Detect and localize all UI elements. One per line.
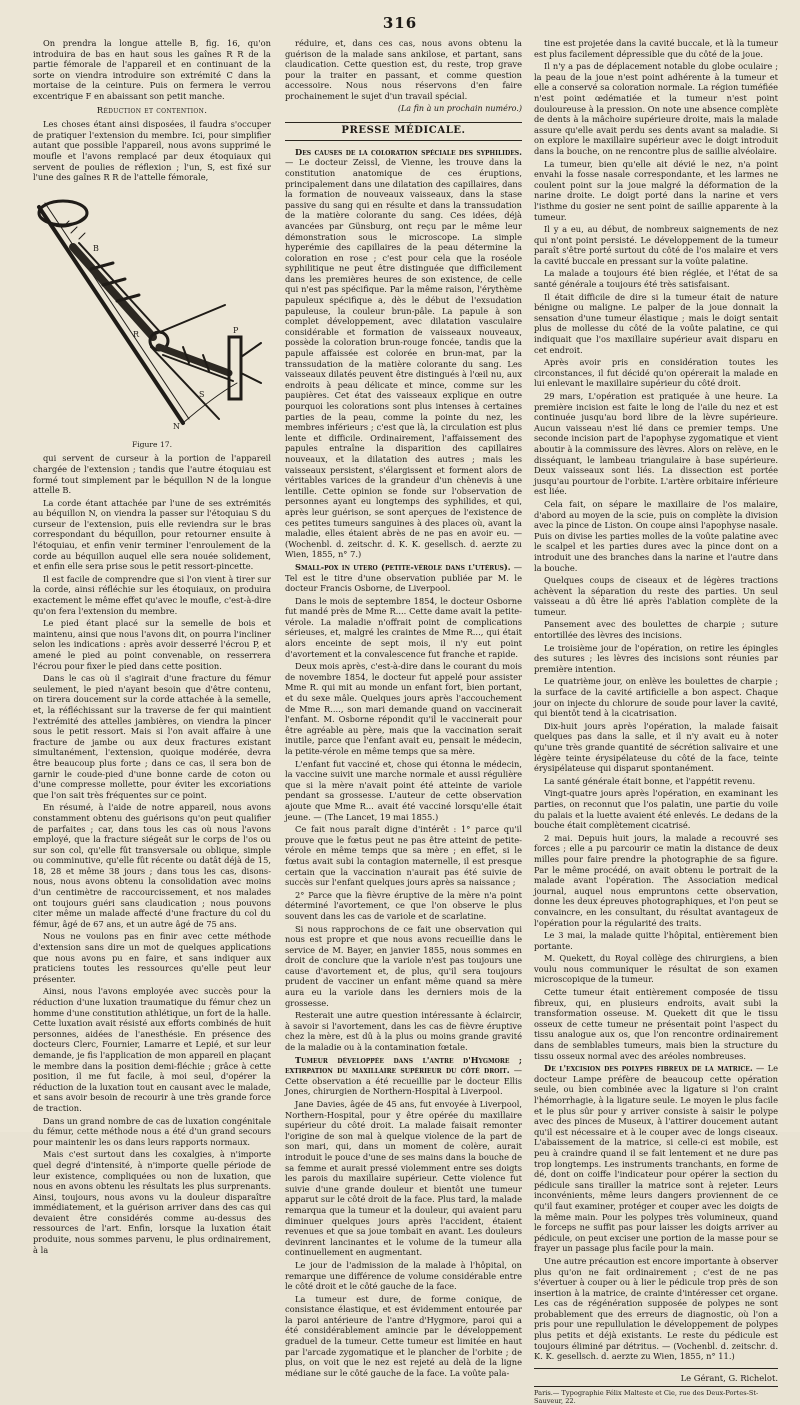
printer-imprint: Paris.— Typographie Félix Malteste et Cie, rue des Deux-Portes-St-Sauveur, 22. (534, 1386, 778, 1405)
paragraph: Deux mois après, c'est-à-dire dans le courant du mois de novembre 1854, le docteur fut appelé pour assister Mme R. qui mit au monde un enfant fort, bien portant, et du sexe mâle. Quelques jours après l'accouchement de Mme R...., son mari demande quand on vaccinerait l'enfant. M. Osborne répondit qu'il le vaccinerait pour être agréable au père, mais que la vaccination serait inutile, parce que l'enfant avait eu, pensait le médecin, la petite-vérole en même temps que sa mère. (285, 661, 522, 756)
paragraph: Cela fait, on sépare le maxillaire de l'os malaire, d'abord au moyen de la scie, puis on complète la division avec la pince de Liston. On coupe ainsi l'apophyse nasale. Puis on divise les parties molles de la voûte palatine avec le scalpel et les parties dures avec la pince dont on a introduit une des branches dans la narine et l'autre dans la bouche. (534, 498, 778, 573)
paragraph: En résumé, à l'aide de notre appareil, nous avons constamment obtenu des guérisons qu'on peut qualifier de parfaites ; car, dans tous les cas où nous l'avons employé, que la fracture siégeât sur le corps de l'os ou sur son col, qu'elle fût transversale ou oblique, simple ou comminutive, qu'elle fût récente ou datât déjà de 15, 18, 28 et même 38 jours ; dans tous les cas, disons-nous, nous avons obtenu la consolidation avec moins d'un centimètre de raccourcissement, et nos malades ont toujours guéri sans claudication ; nous pouvons citer même un malade affecté d'une fracture du col du fémur, âgé de 67 ans, et un autre âgé de 75 ans. (33, 802, 271, 929)
paragraph: Jane Davies, âgée de 45 ans, fut envoyée à Liverpool, Northern-Hospital, pour y être opérée du maxillaire supérieur du côté droit. La malade faisait remonter l'origine de son mal à quelque violence de la part de son mari, qui, dans un moment de colère, aurait introduit le pouce d'une de ses mains dans la bouche de sa femme et aurait pressé violemment entre ses doigts les parois du maxillaire supérieur. Cette violence fut suivie d'une grande douleur et bientôt une tumeur apparut sur le côté droit de la face. Plus tard, la malade remarqua que la tumeur et la douleur, qui avaient paru diminuer quelques jours après l'accident, étaient revenues et que sa joue tombait en avant. Les douleurs devinrent lancinantes et le volume de la tumeur alla continuellement en augmentant. (285, 1099, 522, 1258)
article-body: — Le docteur Zeissl, de Vienne, les trouve dans la constitution anatomique de ces éruptions, principalement dans une dilatation des capillaires, dans la formation de nouveaux vaisseaux, dans la stase passive du sang qui en résulte et dans la transsudation de la matière colorante du sang. Ces idées, déjà avancées par Günsburg, ont reçu par le même leur démonstration sous le microscope. La simple hyperémie des capillaires de la peau détermine la coloration en rose ; c'est pour cela que la roséole syphilitique ne peut être distinguée que difficilement dans les premières heures de son existence, de celle qui n'est pas spécifique. Par la même raison, l'érythème papuleux spécifique a, dès le début de l'exsudation papuleuse, la couleur brun-pâle. La papule à son complet développement, avec dilatation vasculaire considérable et formation de vaisseaux nouveaux, possède la coloration brun-rouge foncée, tandis que la papule affaissée est colorée en brun-mat, par la transsudation de la matière colorante du sang. Les vaisseaux dilatés peuvent être distingués à l'œil nu, aux endroits à peau délicate et mince, comme sur les paupières. Cet état des vaisseaux explique en outre pourquoi les colorations sont plus intenses à certaines parties de la peau, comme la pointe du nez, les membres inférieurs ; c'est que là, la circulation est plus lente et difficile. Ordinairement, l'affaissement des papules entraîne la disparition des capillaires nouveaux, et la dilatation des autres ; mais les vaisseaux persistent, s'élargissent et forment alors de véritables varices de la grandeur d'un chènevis à une lentille. Cette opinion se fonde sur l'observation de personnes ayant eu longtemps des syphilides, et qui, après leur guérison, se sont aperçues de l'existence de ces petites tumeurs sanguines à des places où, avant la maladie, elles étaient abrès de ne pas en avoir eu. — (Wochenbl. d. zeitschr. d. K. K. gesellsch. d. aerzte zu Wien, 1855, n° 7.) (285, 157, 522, 560)
paragraph: Les choses étant ainsi disposées, il faudra s'occuper de pratiquer l'extension du membre. Ici, pour simplifier autant que possible l'appareil, nous avons supprimé le moufle et l'avons remplacé par deux étoquiaux qui servent de poulies de réflexion ; l'un, S, est fixé sur l'une des gaînes R R de l'attelle fémorale, (33, 119, 271, 183)
paragraph: La tumeur est dure, de forme conique, de consistance élastique, et est évidemment entourée par la paroi antérieure de l'antre d'Hygmore, paroi qui a été considérablement amincie par le développement graduel de la tumeur. Cette tumeur est limitée en haut par l'arcade zygomatique et le plancher de l'orbite ; de plus, on voit que le nez est rejeté au delà de la ligne médiane sur le côté gauche de la face. La voûte pala- (285, 1293, 522, 1378)
paragraph: Le 3 mai, la malade quitte l'hôpital, entièrement bien portante. (534, 930, 778, 951)
paragraph: On prendra la longue attelle B, fig. 16, qu'on introduira de bas en haut sous les gaînes R R de la partie fémorale de l'appareil et en continuant de la sorte on viendra introduire son extrémité C dans la mortaise de la ceinture. Puis on fermera le verrou excentrique F en abaissant son petit manche. (33, 38, 271, 101)
column-right (534, 38, 778, 1405)
paragraph: tine est projetée dans la cavité buccale, et là la tumeur est plus facilement dépressible que du côté de la joue. (534, 38, 778, 59)
paragraph: La malade a toujours été bien réglée, et l'état de sa santé générale a toujours été très satisfaisant. (534, 268, 778, 290)
page-number: 316 (382, 14, 418, 32)
article-body: — Tel est le titre d'une observation publiée par M. le docteur Francis Osborne, de Liverpool. (285, 561, 522, 594)
paragraph: Dix-huit jours après l'opération, la malade faisait quelques pas dans la salle, et il n'y avait eu à noter qu'une très grande quantité de sécrétion salivaire et une légère teinte érysipélateuse du côté de la face, teinte érysipélateuse qui disparut spontanément. (534, 720, 778, 774)
paragraph: Une autre précaution est encore importante à observer plus qu'on ne fait ordinairement ; c'est de ne pas s'évertuer à couper ou à lier le pédicule trop près de son insertion à la matrice, de crainte d'intéresser cet organe. Les cas de régénération supposée de polypes ne sont probablement que des erreurs de diagnostic, où l'on a pris pour une repullulation le développement de polypes plus petits et déjà existants. Le reste du pédicule est toujours éliminé par détritus. — (Vochenbl. d. zeitschr. d. K. K. gesellsch. d. aerzte zu Wien, 1855, n° 11.) (534, 1255, 778, 1362)
paragraph: 2° Parce que la fièvre éruptive de la mère n'a point déterminé l'avortement, ce que l'on observe le plus souvent dans les cas de variole et de scarlatine. (285, 889, 522, 921)
article-paragraph (285, 1055, 522, 1097)
paragraph: réduire, et, dans ces cas, nous avons obtenu la guérison de la malade sans ankilose, et partant, sans claudication. Cette question est, du reste, trop grave pour la traiter en passant, et comme question accessoire. Nous nous réservons d'en faire prochainement le sujet d'un travail spécial. (285, 38, 522, 101)
paragraph: Il y a eu, au début, de nombreux saignements de nez qui n'ont point persisté. Le développement de la tumeur paraît s'être porté surtout du côté de l'os malaire et vers la cavité buccale en pressant sur la voûte palatine. (534, 224, 778, 266)
paragraph: Le jour de l'admission de la malade à l'hôpital, on remarque une différence de volume considérable entre le côté droit et le côté gauche de la face. (285, 1259, 522, 1292)
paragraph: La corde étant attachée par l'une de ses extrémités au béquillon N, on viendra la passer sur l'étoquiau S du curseur de l'extension, puis elle reviendra sur le bras correspondant du béquillon, pour retourner ensuite à l'étoquiau, et enfin venir terminer l'enroulement de la corde au béquillon auquel elle sera nouée solidement, et enfin elle sera prise sous le petit ressort-pincette. (33, 497, 271, 572)
paragraph: Vingt-quatre jours après l'opération, en examinant les parties, on reconnut que l'os palatin, une partie du voile du palais et la luette avaient été enlevés. Le dedans de la bouche était complètement cicatrisé. (534, 788, 778, 831)
svg-text:N: N (173, 421, 180, 431)
paragraph: Le quatrième jour, on enlève les boulettes de charpie ; la surface de la cavité artificielle a bon aspect. Chaque jour on injecte du chlorure de soude pour laver la cavité, qui bientôt tend à la cicatrisation. (534, 676, 778, 719)
paragraph: Ainsi, nous l'avons employée avec succès pour la réduction d'une luxation traumatique du fémur chez un homme d'une constitution athlétique, un fort de la halle. Cette luxation avait résisté aux efforts combinés de huit personnes, aidées de l'anesthésie. En présence des docteurs Clerc, Fournier, Lamarre et Lepié, et sur leur demande, je fis l'application de mon appareil en plaçant le membre dans la position demi-fléchie ; grâce à cette position, il me fut facile, à moi seul, d'opérer la réduction de la luxation tout en causant avec le malade, et sans avoir besoin de recourir à une très grande force de traction. (33, 986, 271, 1113)
divider (534, 1368, 778, 1369)
column-middle (285, 38, 522, 1378)
paragraph: L'enfant fut vacciné et, chose qui étonna le médecin, la vaccine suivit une marche normale et aussi régulière que si la mère n'avait point été atteinte de variole pendant sa grossesse. L'auteur de cette observation ajoute que Mme R... avait été vacciné lorsqu'elle était jeune. — (The Lancet, 19 mai 1855.) (285, 758, 522, 822)
paragraph: Si nous rapprochons de ce fait une observation qui nous est propre et que nous avons recueillie dans le service de M. Bayer, en janvier 1855, nous sommes en droit de conclure que la variole n'est pas toujours une cause d'avortement et, de plus, qu'il sera toujours prudent de vacciner un enfant même quand sa mère aura eu la variole dans les derniers mois de la grossesse. (285, 923, 522, 1008)
paragraph: Il était difficile de dire si la tumeur était de nature bénigne ou maligne. Le palper de la joue donnait la sensation d'une tumeur élastique ; mais le doigt sentait plus de mollesse du côté de la voûte palatine, ce qui indiquait que l'os maxillaire supérieur avait disparu en cet endroit. (534, 291, 778, 355)
paragraph: Dans le cas où il s'agirait d'une fracture du fémur seulement, le pied n'ayant besoin que d'être contenu, on tirera doucement sur la corde attachée à la semelle, et, la réfléchissant sur la traverse de fer qui maintient l'extrémité des attelles jambières, on viendra la pincer sous le petit ressort. Mais si l'on avait affaire à une fracture de jambe ou aux deux fractures existant simultanément, l'extension, quoique modérée, devra être beaucoup plus forte ; dans ce cas, il sera bon de garnir le coude-pied d'une bonne carde de coton ou d'une compresse mollette, pour éviter les excoriations que l'on sait très fréquentes sur ce point. (33, 673, 271, 800)
article-lead: Des causes de la coloration spéciale des syphilides. (295, 146, 522, 157)
figure-caption: Figure 17. (131, 439, 173, 449)
paragraph: Dans un grand nombre de cas de luxation congénitale du fémur, cette méthode nous a été d'un grand secours pour maintenir les os dans leurs rapports normaux. (33, 1115, 271, 1147)
paragraph: Nous ne voulons pas en finir avec cette méthode d'extension sans dire un mot de quelques applications que nous avons pu en faire, et sans indiquer aux praticiens toutes les ressources qu'elle peut leur présenter. (33, 931, 271, 984)
svg-text:B: B (93, 243, 99, 253)
paragraph: Ce fait nous paraît digne d'intérêt : 1° parce qu'il prouve que le fœtus peut ne pas être atteint de petite-vérole en même temps que sa mère ; en effet, si le fœtus avait subi la contagion maternelle, il est presque certain que la vaccination n'aurait pas été suivie de succès sur l'enfant quelques jours après sa naissance ; (285, 824, 522, 888)
paragraph: Après avoir pris en considération toutes les circonstances, il fut décidé qu'on opérerait la malade en lui enlevant le maxillaire supérieur du côté droit. (534, 357, 778, 389)
paragraph: La santé générale était bonne, et l'appétit revenu. (544, 775, 756, 786)
paragraph: Quelques coups de ciseaux et de légères tractions achèvent la séparation du reste des parties. Un seul vaisseau a dû être lié après l'ablation complète de la tumeur. (534, 575, 778, 617)
article-lead: De l'excision des polypes fibreux de la matrice. (544, 1063, 753, 1074)
paragraph: Il n'y a pas de déplacement notable du globe oculaire ; la peau de la joue n'est point adhérente à la tumeur et elle a conservé sa coloration normale. La région tuméfiée n'est point œdématiée et la tumeur n'est point douloureuse à la pression. On note une absence complète de dents à la mâchoire supérieure droite, mais la malade assure qu'elle avait perdu ses dents avant sa maladie. Si on explore le maxillaire supérieur avec le doigt introduit dans la bouche, on ne rencontre plus de saillie alvéolaire. (534, 61, 778, 156)
figure-17-illustration (33, 187, 271, 451)
paragraph: Resterait une autre question intéressante à éclaircir, à savoir si l'avortement, dans les cas de fièvre éruptive chez la mère, est dû à la plus ou moins grande gravité de la maladie ou à la contamination fœtale. (285, 1010, 522, 1053)
svg-text:S: S (199, 389, 205, 399)
article-body: — Le docteur Lampe préfère de beaucoup cette opération seule, ou bien combinée avec la ligature si l'on craint l'hémorrhagie, à la ligature seule. Le moyen le plus facile et le plus sûr pour y arriver consiste à saisir le polype avec des pinces de Museux, à l'attirer doucement autant qu'il est nécessaire et à le couper avec de longs ciseaux. L'abaissement de la matrice, si celle-ci est mobile, est peu à craindre quand il se fait lentement et ne dure pas trop longtemps. Les instruments tranchants, en forme de dé, dont on coiffe l'indicateur pour opérer la section du pédicule sans tirailler la matrice sont à rejeter. Leurs inconvénients, même leurs dangers proviennent de ce qu'il faut examiner, protéger et couper avec les doigts de la même main. Pour les polypes très volumineux, quand le forceps ne suffit pas pour laisser les doigts arriver au pédicule, on peut exciser une portion de la masse pour se frayer un passage plus facile pour la main. (534, 1063, 778, 1254)
article-paragraph (285, 147, 522, 560)
article-paragraph (285, 562, 522, 594)
article-paragraph (534, 1063, 778, 1254)
paragraph: qui servent de curseur à la portion de l'appareil chargée de l'extension ; tandis que l'autre étoquiau est formé tout simplement par le béquillon N de la longue attelle B. (33, 453, 271, 496)
continuation-note: (La fin à un prochain numéro.) (397, 103, 522, 113)
paragraph: M. Quekett, du Royal collège des chirurgiens, a bien voulu nous communiquer le résultat de son examen microscopique de la tumeur. (534, 953, 778, 985)
paragraph: Cette tumeur était entièrement composée de tissu fibreux, qui, en plusieurs endroits, avait subi la transformation osseuse. M. Quekett dit que le tissu osseux de cette tumeur ne présentait point l'aspect du tissu analogue aux os, que l'on rencontre ordinairement dans de semblables tumeurs, mais bien la structure du tissu osseux normal avec des aréoles nombreuses. (534, 987, 778, 1061)
article-lead: Small-pox in utero (petite-vérole dans l'utérus). (295, 561, 511, 572)
svg-text:P: P (233, 325, 239, 335)
article-lead: Tumeur développée dans l'antre d'Hygmore ; extirpation du maxillaire supérieur du côté droit. (285, 1054, 522, 1076)
column-left (33, 38, 271, 1255)
editor-signature: Le Gérant, G. Richelot. (680, 1372, 778, 1383)
paragraph: Le pied étant placé sur la semelle de bois et maintenu, ainsi que nous l'avons dit, on pourra l'incliner selon les indications : après avoir desserré l'écrou P, et amené le pied au point convenable, on resserrera l'écrou pour fixer le pied dans cette position. (33, 618, 271, 671)
paragraph: Mais c'est surtout dans les coxalgies, à n'importe quel degré d'intensité, à n'importe quelle période de leur existence, compliquées ou non de luxation, que nous en avons obtenu les résultats les plus surprenants. Ainsi, toujours, nous avons vu la douleur disparaître immédiatement, et la guérison arriver dans des cas qui devaient être considérés comme au-dessus des ressources de l'art. Enfin, lorsque la luxation était produite, nous sommes parvenu, le plus ordinairement, à la (33, 1149, 271, 1255)
section-title: PRESSE MÉDICALE. (285, 122, 522, 141)
paragraph: Il est facile de comprendre que si l'on vient à tirer sur la corde, ainsi réfléchie sur les étoquiaux, on produira exactement le même effet qu'avec le moufle, c'est-à-dire qu'on fera l'extension du membre. (33, 573, 271, 616)
svg-text:R: R (133, 329, 140, 339)
section-subtitle: Réduction et contention. (96, 105, 208, 116)
paragraph: La tumeur, bien qu'elle ait dévié le nez, n'a point envahi la fosse nasale correspondante, et les larmes ne coulent point sur la joue malgré la déformation de la narine droite. Le doigt porté dans la narine et vers l'isthme du gosier ne sent point de saillie apparente à la tumeur. (534, 158, 778, 222)
paragraph: Pansement avec des boulettes de charpie ; suture entortillée des lèvres des incisions. (534, 619, 778, 641)
paragraph: Dans le mois de septembre 1854, le docteur Osborne fut mandé près de Mme R.... Cette dame avait la petite-vérole. La maladie n'offrait point de complications sérieuses, et, malgré les craintes de Mme R..., qui était alors enceinte de sept mois, il n'y eut point d'avortement et la convalescence fut franche et rapide. (285, 595, 522, 659)
paragraph: Le troisième jour de l'opération, on retire les épingles des sutures ; les lèvres des incisions sont réunies par première intention. (534, 642, 778, 674)
paragraph: 29 mars, L'opération est pratiquée à une heure. La première incision est faite le long de l'aile du nez et est continuée jusqu'au bord libre de la lèvre supérieure. Aucun vaisseau n'est lié dans ce premier temps. Une seconde incision part de l'apophyse zygomatique et vient aboutir à la commissure des lèvres. Alors on relève, en le disséquant, le lambeau triangulaire à base supérieure. Deux vaisseaux sont liés. La dissection est portée jusqu'au pourtour de l'orbite. L'artère orbitaire inférieure est liée. (534, 391, 778, 497)
paragraph: 2 mai. Depuis huit jours, la malade a recouvré ses forces ; elle a pu parcourir ce matin la distance de deux milles pour faire prendre la photographie de sa figure. Par le même procédé, on avait obtenu le portrait de la malade avant l'opération. The Association medical journal, auquel nous empruntons cette observation, donne les deux épreuves photographiques, et l'on peut se convaincre, en les consultant, du résultat avantageux de l'opération pour la régularité des traits. (534, 832, 778, 928)
article-body: — Cette observation a été recueillie par le docteur Ellis Jones, chirurgien de Northern-Hospital à Liverpool. (285, 1065, 522, 1097)
